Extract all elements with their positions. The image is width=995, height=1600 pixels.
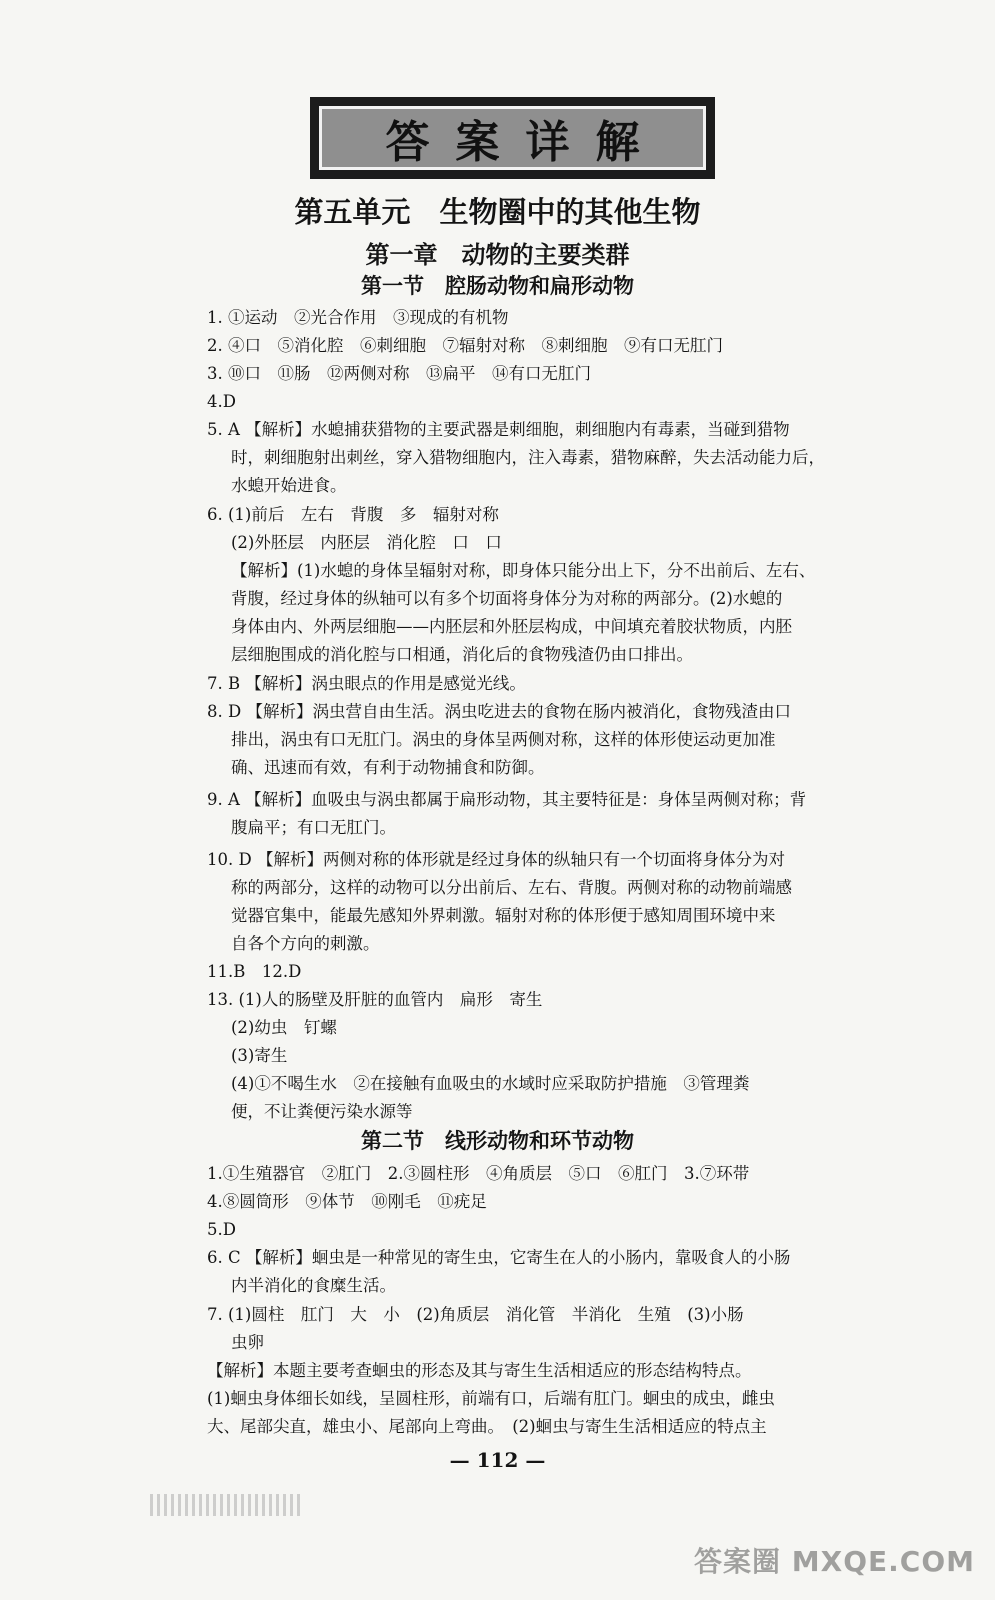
answer-line: 8. D 【解析】涡虫营自由生活。涡虫吃进去的食物在肠内被消化，食物残渣由口 <box>207 702 791 721</box>
unit-title: 第五单元 生物圈中的其他生物 <box>294 195 701 229</box>
section1-title: 第一节 腔肠动物和扁形动物 <box>361 274 634 298</box>
answer-line: 便，不让粪便污染水源等 <box>231 1102 413 1121</box>
answer-line: 13. (1)人的肠壁及肝脏的血管内 扁形 寄生 <box>207 990 543 1009</box>
answer-line: 2. ④口 ⑤消化腔 ⑥刺细胞 ⑦辐射对称 ⑧刺细胞 ⑨有口无肛门 <box>207 336 723 355</box>
answer-line: 水螅开始进食。 <box>231 476 347 495</box>
chapter-title: 第一章 动物的主要类群 <box>365 241 630 269</box>
answer-line: 【解析】(1)水螅的身体呈辐射对称，即身体只能分出上下，分不出前后、左右、 <box>231 561 816 580</box>
answer-line: (4)①不喝生水 ②在接触有血吸虫的水域时应采取防护措施 ③管理粪 <box>231 1074 750 1093</box>
answer-line: 6. (1)前后 左右 背腹 多 辐射对称 <box>207 505 499 524</box>
answer-line: 大、尾部尖直，雄虫小、尾部向上弯曲。 (2)蛔虫与寄生生活相适应的特点主 <box>207 1417 767 1436</box>
answer-line: 5.D <box>207 1220 236 1239</box>
scan-artifact <box>150 1494 300 1516</box>
answer-banner-inner <box>319 106 706 170</box>
answer-line: 11.B 12.D <box>207 962 302 981</box>
answer-line: 身体由内、外两层细胞——内胚层和外胚层构成，中间填充着胶状物质，内胚 <box>231 617 792 636</box>
answer-line: 腹扁平；有口无肛门。 <box>231 818 396 837</box>
answer-line: (1)蛔虫身体细长如线，呈圆柱形，前端有口，后端有肛门。蛔虫的成虫，雌虫 <box>207 1389 775 1408</box>
answer-banner <box>310 97 715 179</box>
answer-line: 【解析】本题主要考查蛔虫的形态及其与寄生生活相适应的形态结构特点。 <box>207 1361 752 1380</box>
answer-line: 4.⑧圆筒形 ⑨体节 ⑩刚毛 ⑪疣足 <box>207 1192 487 1211</box>
answer-line: (3)寄生 <box>231 1046 288 1065</box>
answer-line: 10. D 【解析】两侧对称的体形就是经过身体的纵轴只有一个切面将身体分为对 <box>207 850 785 869</box>
answer-line: 5. A 【解析】水螅捕获猎物的主要武器是刺细胞，刺细胞内有毒素，当碰到猎物 <box>207 420 790 439</box>
watermark-logo: 答案圈 MXQE.COM <box>694 1545 975 1578</box>
answer-line: 称的两部分，这样的动物可以分出前后、左右、背腹。两侧对称的动物前端感 <box>231 878 792 897</box>
answer-line: 时，刺细胞射出刺丝，穿入猎物细胞内，注入毒素，猎物麻醉，失去活动能力后， <box>231 448 825 467</box>
answer-line: 背腹，经过身体的纵轴可以有多个切面将身体分为对称的两部分。(2)水螅的 <box>231 589 783 608</box>
answer-line: 4.D <box>207 392 236 411</box>
answer-line: 自各个方向的刺激。 <box>231 934 380 953</box>
page-number: — 112 — <box>449 1448 546 1472</box>
answer-line: 确、迅速而有效，有利于动物捕食和防御。 <box>231 758 545 777</box>
answer-line: 6. C 【解析】蛔虫是一种常见的寄生虫，它寄生在人的小肠内，靠吸食人的小肠 <box>207 1248 791 1267</box>
answer-line: 内半消化的食糜生活。 <box>231 1276 396 1295</box>
banner-title: 答案详解 <box>385 117 666 168</box>
answer-line: (2)外胚层 内胚层 消化腔 口 口 <box>231 533 502 552</box>
answer-line: 排出，涡虫有口无肛门。涡虫的身体呈两侧对称，这样的体形使运动更加准 <box>231 730 776 749</box>
answer-line: 层细胞围成的消化腔与口相通，消化后的食物残渣仍由口排出。 <box>231 645 693 664</box>
answer-line: (2)幼虫 钉螺 <box>231 1018 337 1037</box>
answer-line: 1. ①运动 ②光合作用 ③现成的有机物 <box>207 308 509 327</box>
answer-line: 3. ⑩口 ⑪肠 ⑫两侧对称 ⑬扁平 ⑭有口无肛门 <box>207 364 591 383</box>
answer-line: 7. B 【解析】涡虫眼点的作用是感觉光线。 <box>207 674 526 693</box>
section2-title: 第二节 线形动物和环节动物 <box>361 1129 634 1153</box>
answer-line: 虫卵 <box>231 1333 264 1352</box>
answer-line: 觉器官集中，能最先感知外界刺激。辐射对称的体形便于感知周围环境中来 <box>231 906 776 925</box>
answer-line: 9. A 【解析】血吸虫与涡虫都属于扁形动物，其主要特征是：身体呈两侧对称；背 <box>207 790 807 809</box>
answer-line: 7. (1)圆柱 肛门 大 小 (2)角质层 消化管 半消化 生殖 (3)小肠 <box>207 1305 744 1324</box>
answer-line: 1.①生殖器官 ②肛门 2.③圆柱形 ④角质层 ⑤口 ⑥肛门 3.⑦环带 <box>207 1164 750 1183</box>
